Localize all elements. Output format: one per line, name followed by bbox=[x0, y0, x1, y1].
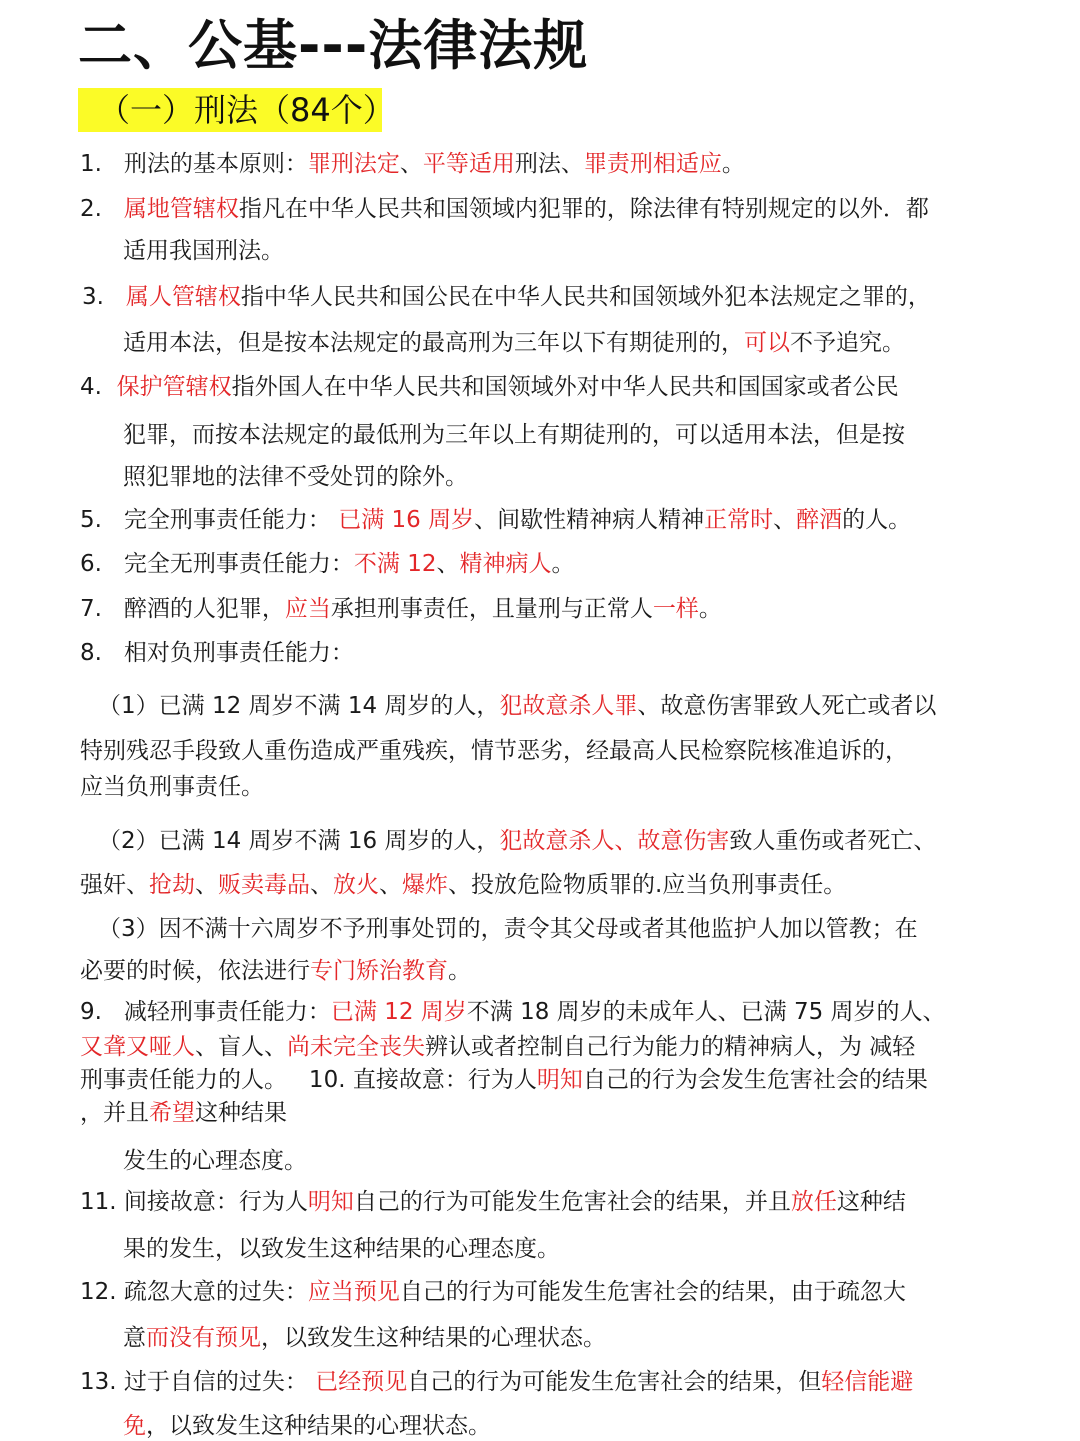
text-line bbox=[80, 194, 929, 224]
text-segment: 照犯罪地的法律不受处罚的除外。 bbox=[123, 464, 468, 490]
highlighted-keyword: 犯故意杀人、故意伤害 bbox=[499, 828, 730, 854]
text-line bbox=[80, 772, 264, 802]
highlighted-keyword: 已满 16 周岁 bbox=[338, 507, 475, 533]
highlighted-keyword: 希望 bbox=[149, 1100, 195, 1126]
text-line bbox=[123, 1323, 606, 1353]
text-line bbox=[80, 505, 911, 535]
highlighted-keyword: 应当 bbox=[284, 596, 331, 622]
highlighted-keyword: 抢劫 bbox=[149, 872, 195, 898]
highlighted-keyword: 尚未完全丧失 bbox=[287, 1034, 425, 1060]
text-line bbox=[98, 914, 918, 944]
highlighted-keyword: 放火 bbox=[333, 872, 379, 898]
highlighted-keyword: 贩卖毒品 bbox=[218, 872, 310, 898]
highlighted-keyword: 爆炸 bbox=[402, 872, 448, 898]
text-line bbox=[80, 1032, 915, 1062]
highlighted-keyword: 精神病人 bbox=[459, 551, 552, 577]
text-segment: 指凡在中华人民共和国领域内犯罪的，除法律有特别规定的以外．都 bbox=[238, 196, 929, 222]
text-segment: 的人。 bbox=[842, 507, 912, 533]
text-line bbox=[80, 997, 946, 1027]
text-segment: 适用本法，但是按本法规定的最高刑为三年以下有期徒刑的， bbox=[123, 330, 744, 356]
text-segment: 2. bbox=[80, 196, 124, 222]
text-segment: 刑法、 bbox=[514, 151, 584, 177]
text-segment: 。 bbox=[448, 958, 471, 984]
text-segment: 、 bbox=[773, 507, 797, 533]
text-segment: 发生的心理态度。 bbox=[123, 1148, 307, 1174]
highlighted-keyword: 应当预见 bbox=[307, 1279, 400, 1305]
highlighted-keyword: 轻信能避 bbox=[821, 1369, 914, 1395]
text-segment: 辨认或者控制自己行为能力的精神病人，为 减轻 bbox=[425, 1034, 916, 1060]
highlighted-keyword: 正常时 bbox=[704, 507, 774, 533]
text-segment: 9. 减轻刑事责任能力： bbox=[80, 999, 331, 1025]
highlighted-keyword: 放任 bbox=[790, 1189, 837, 1215]
text-segment: 1. 刑法的基本原则： bbox=[80, 151, 308, 177]
text-segment: ，以致发生这种结果的心理状态。 bbox=[146, 1413, 491, 1439]
text-segment: 自己的行为会发生危害社会的结果 bbox=[582, 1067, 928, 1093]
text-segment: 意 bbox=[123, 1325, 146, 1351]
highlighted-keyword: 一样 bbox=[652, 596, 699, 622]
highlighted-keyword: 醉酒 bbox=[796, 507, 843, 533]
text-line bbox=[123, 328, 905, 358]
highlighted-keyword: 属地管辖权 bbox=[123, 196, 239, 222]
text-line bbox=[123, 236, 284, 266]
text-line bbox=[123, 462, 468, 492]
text-segment: 5. 完全刑事责任能力： bbox=[80, 507, 339, 533]
text-line bbox=[80, 1367, 913, 1397]
text-line bbox=[80, 1187, 906, 1217]
highlighted-keyword: 可以 bbox=[744, 330, 790, 356]
text-segment: （2）已满 14 周岁不满 16 周岁的人， bbox=[98, 828, 500, 854]
text-line bbox=[80, 372, 899, 402]
highlighted-keyword: 专门矫治教育 bbox=[310, 958, 448, 984]
text-segment: 强奸、 bbox=[80, 872, 149, 898]
text-segment: 6. 完全无刑事责任能力： bbox=[80, 551, 354, 577]
text-segment: 承担刑事责任，且量刑与正常人 bbox=[330, 596, 653, 622]
text-line bbox=[98, 826, 936, 856]
highlighted-keyword: 不满 12 bbox=[353, 551, 437, 577]
text-line bbox=[80, 594, 722, 624]
text-segment: 不满 18 周岁的未成年人、已满 75 周岁的人、 bbox=[466, 999, 946, 1025]
highlighted-keyword: 犯故意杀人罪 bbox=[499, 693, 638, 719]
highlighted-keyword: 明知 bbox=[307, 1189, 354, 1215]
highlighted-keyword: 已满 12 周岁 bbox=[330, 999, 467, 1025]
highlighted-keyword: 又聋又哑人 bbox=[80, 1034, 195, 1060]
text-segment: 自己的行为可能发生危害社会的结果，但 bbox=[407, 1369, 822, 1395]
text-segment: 3. bbox=[82, 284, 126, 310]
text-segment: 指中华人民共和国公民在中华人民共和国领域外犯本法规定之罪的， bbox=[240, 284, 931, 310]
text-segment: 13. 过于自信的过失： bbox=[80, 1369, 316, 1395]
text-segment: 。 bbox=[721, 151, 745, 177]
text-line bbox=[80, 149, 745, 179]
text-segment: （1）已满 12 周岁不满 14 周岁的人， bbox=[98, 693, 500, 719]
text-line bbox=[80, 1065, 928, 1095]
highlighted-keyword: 已经预见 bbox=[315, 1369, 408, 1395]
text-segment: 8. 相对负刑事责任能力： bbox=[80, 640, 354, 666]
highlighted-keyword: 罪责刑相适应 bbox=[583, 151, 722, 177]
text-line bbox=[80, 736, 908, 766]
text-segment: 、 bbox=[310, 872, 333, 898]
text-segment: 11. 间接故意：行为人 bbox=[80, 1189, 308, 1215]
text-line bbox=[80, 638, 354, 668]
text-segment: 、 bbox=[195, 872, 218, 898]
highlighted-keyword: 明知 bbox=[536, 1067, 583, 1093]
text-segment: 刑事责任能力的人。 10. 直接故意：行为人 bbox=[80, 1067, 537, 1093]
text-line bbox=[80, 1098, 287, 1128]
text-segment: 果的发生，以致发生这种结果的心理态度。 bbox=[123, 1236, 560, 1262]
document-title: 二、公基---法律法规 bbox=[78, 14, 589, 77]
text-line bbox=[80, 1277, 906, 1307]
text-segment: 这种结 bbox=[836, 1189, 906, 1215]
text-segment: 自己的行为可能发生危害社会的结果，并且 bbox=[353, 1189, 791, 1215]
text-segment: 、投放危险物质罪的.应当负刑事责任。 bbox=[448, 872, 847, 898]
text-segment: 、 bbox=[379, 872, 402, 898]
text-segment: 12. 疏忽大意的过失： bbox=[80, 1279, 308, 1305]
text-line bbox=[80, 549, 574, 579]
highlighted-keyword: 保护管辖权 bbox=[116, 374, 232, 400]
text-segment: 、 bbox=[399, 151, 423, 177]
text-segment: 必要的时候，依法进行 bbox=[80, 958, 310, 984]
text-segment: ，并且 bbox=[80, 1100, 149, 1126]
text-segment: 。 bbox=[551, 551, 575, 577]
text-segment: 犯罪，而按本法规定的最低刑为三年以上有期徒刑的，可以适用本法，但是按 bbox=[123, 422, 905, 448]
text-segment: 应当负刑事责任。 bbox=[80, 774, 264, 800]
text-line bbox=[123, 420, 905, 450]
text-segment: 自己的行为可能发生危害社会的结果，由于疏忽大 bbox=[399, 1279, 906, 1305]
section-heading-highlighted: （一）刑法（84个） bbox=[78, 88, 382, 132]
text-segment: ，以致发生这种结果的心理状态。 bbox=[261, 1325, 606, 1351]
text-line bbox=[98, 691, 936, 721]
text-line bbox=[123, 1146, 307, 1176]
highlighted-keyword: 属人管辖权 bbox=[125, 284, 241, 310]
text-segment: 致人重伤或者死亡、 bbox=[729, 828, 937, 854]
text-segment: 、故意伤害罪致人死亡或者以 bbox=[637, 693, 937, 719]
text-segment: 这种结果 bbox=[195, 1100, 287, 1126]
highlighted-keyword: 平等适用 bbox=[422, 151, 515, 177]
text-segment: 4. bbox=[80, 374, 117, 400]
highlighted-keyword: 而没有预见 bbox=[146, 1325, 261, 1351]
highlighted-keyword: 免 bbox=[123, 1413, 146, 1439]
text-line bbox=[80, 956, 471, 986]
text-segment: 7. 醉酒的人犯罪， bbox=[80, 596, 285, 622]
text-segment: 不予追究。 bbox=[790, 330, 905, 356]
text-line bbox=[123, 1234, 560, 1264]
text-line bbox=[123, 1411, 491, 1441]
text-segment: （3）因不满十六周岁不予刑事处罚的，责令其父母或者其他监护人加以管教；在 bbox=[98, 916, 918, 942]
highlighted-keyword: 罪刑法定 bbox=[307, 151, 400, 177]
text-segment: 。 bbox=[698, 596, 722, 622]
text-segment: 、 bbox=[436, 551, 460, 577]
text-segment: 指外国人在中华人民共和国领域外对中华人民共和国国家或者公民 bbox=[231, 374, 899, 400]
text-line bbox=[82, 282, 931, 312]
text-segment: 、间歇性精神病人精神 bbox=[474, 507, 705, 533]
text-segment: 适用我国刑法。 bbox=[123, 238, 284, 264]
text-segment: 、盲人、 bbox=[195, 1034, 287, 1060]
text-segment: 特别残忍手段致人重伤造成严重残疾，情节恶劣，经最高人民检察院核准追诉的， bbox=[80, 738, 908, 764]
text-line bbox=[80, 870, 846, 900]
